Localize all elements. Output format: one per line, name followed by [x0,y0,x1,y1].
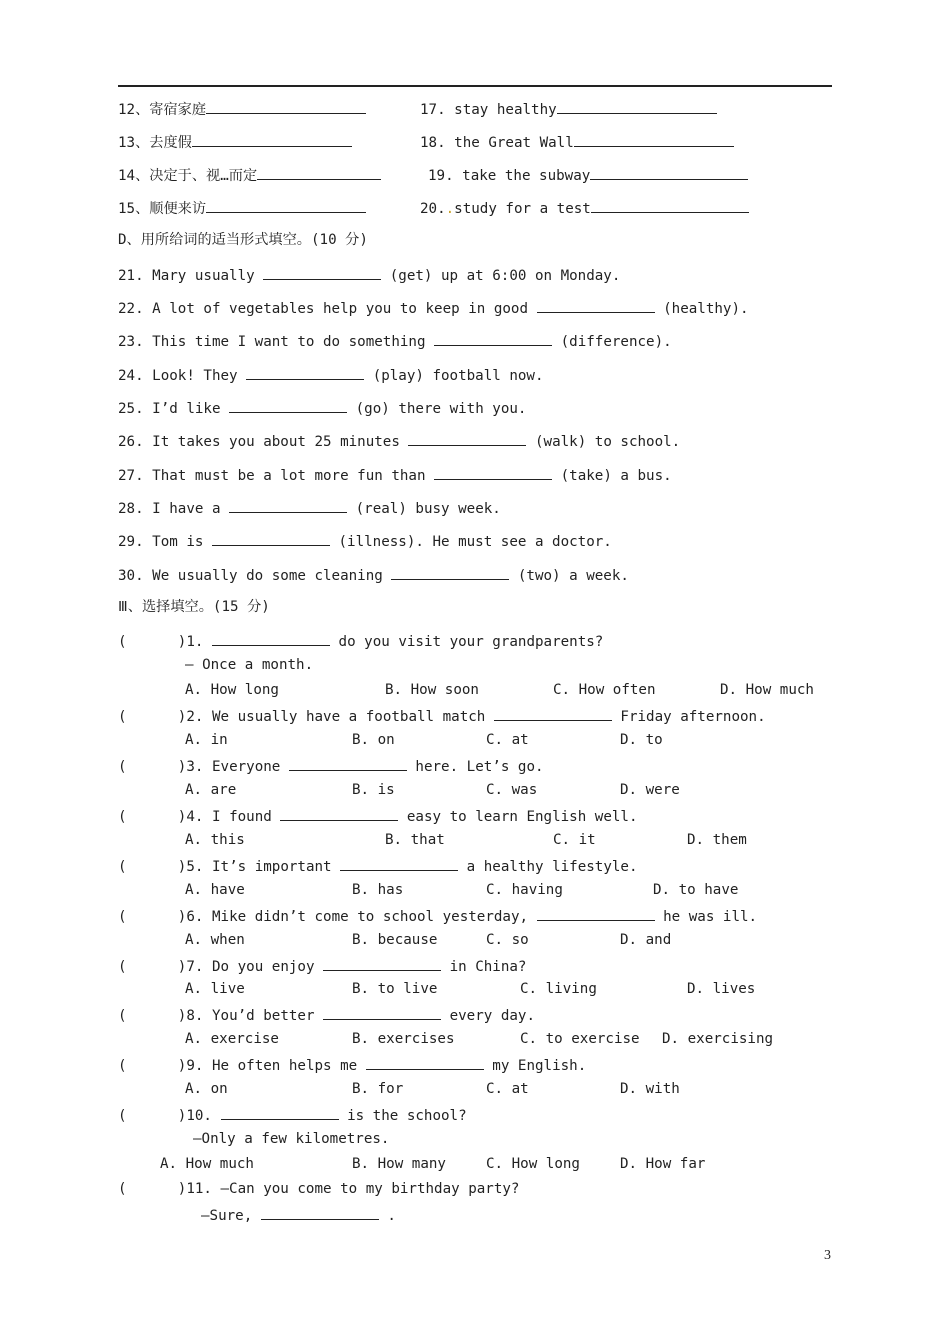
answer-blank[interactable] [391,565,509,580]
question-25: 25. I’d like (go) there with you. [118,398,526,418]
vocab-item-17: 17. stay healthy [420,99,717,119]
option-b[interactable]: B. is [352,782,395,798]
mc-question-11: ( )11. —Can you come to my birthday party? [118,1181,520,1197]
mc-question-3: ( )3. Everyone here. Let’s go. [118,756,544,776]
answer-blank[interactable] [206,198,366,213]
option-d[interactable]: D. exercising [662,1031,774,1047]
answer-blank[interactable] [537,298,655,313]
question-29: 29. Tom is (illness). He must see a doctor. [118,531,612,551]
vocab-item-14: 14、决定于、视…而定 [118,165,381,185]
answer-blank[interactable] [212,631,330,646]
option-c[interactable]: C. How long [486,1156,580,1172]
option-b[interactable]: B. because [352,932,438,948]
option-b[interactable]: B. has [352,882,404,898]
option-b[interactable]: B. exercises [352,1031,455,1047]
vocab-item-12: 12、寄宿家庭 [118,99,366,119]
option-c[interactable]: C. at [486,732,529,748]
question-27: 27. That must be a lot more fun than (take) a bus. [118,465,672,485]
answer-blank[interactable] [323,1005,441,1020]
mc-question-1: ( )1. do you visit your grandparents? [118,631,603,651]
option-d[interactable]: D. lives [687,981,756,997]
mc-question-5: ( )5. It’s important a healthy lifestyle. [118,856,638,876]
option-d[interactable]: D. with [620,1081,680,1097]
mc-question-7: ( )7. Do you enjoy in China? [118,956,526,976]
header-rule [118,85,832,87]
mc-reply: — Once a month. [185,657,314,673]
option-d[interactable]: D. to have [653,882,739,898]
option-c[interactable]: C. was [486,782,538,798]
answer-blank[interactable] [494,706,612,721]
answer-blank[interactable] [212,531,330,546]
option-b[interactable]: B. How soon [385,682,479,698]
mc-question-9: ( )9. He often helps me my English. [118,1055,586,1075]
option-b[interactable]: B. on [352,732,395,748]
answer-blank[interactable] [323,956,441,971]
option-d[interactable]: D. How far [620,1156,706,1172]
option-c[interactable]: C. to exercise [520,1031,640,1047]
answer-blank[interactable] [366,1055,484,1070]
option-a[interactable]: A. in [185,732,228,748]
mc-question-10: ( )10. is the school? [118,1105,467,1125]
mc-question-2: ( )2. We usually have a football match Friday afternoon. [118,706,766,726]
answer-blank[interactable] [590,165,748,180]
option-d[interactable]: D. were [620,782,680,798]
answer-blank[interactable] [537,906,655,921]
answer-blank[interactable] [434,331,552,346]
question-22: 22. A lot of vegetables help you to keep in good (healthy). [118,298,749,318]
answer-blank[interactable] [206,99,366,114]
answer-blank[interactable] [557,99,717,114]
option-a[interactable]: A. exercise [185,1031,279,1047]
answer-blank[interactable] [261,1205,379,1220]
option-a[interactable]: A. are [185,782,237,798]
answer-blank[interactable] [289,756,407,771]
question-26: 26. It takes you about 25 minutes (walk) to school. [118,431,680,451]
mc-reply: —Sure, . [201,1205,396,1225]
option-d[interactable]: D. How much [720,682,814,698]
question-28: 28. I have a (real) busy week. [118,498,501,518]
answer-blank[interactable] [263,265,381,280]
question-21: 21. Mary usually (get) up at 6:00 on Monday. [118,265,620,285]
answer-blank[interactable] [229,398,347,413]
answer-blank[interactable] [221,1105,339,1120]
section-d-heading: D、用所给词的适当形式填空。(10 分) [118,232,368,248]
vocab-item-18: 18. the Great Wall [420,132,734,152]
option-a[interactable]: A. when [185,932,245,948]
answer-blank[interactable] [229,498,347,513]
option-d[interactable]: D. and [620,932,672,948]
answer-blank[interactable] [591,198,749,213]
option-a[interactable]: A. on [185,1081,228,1097]
question-30: 30. We usually do some cleaning (two) a week. [118,565,629,585]
vocab-item-19: 19. take the subway [428,165,748,185]
option-c[interactable]: C. having [486,882,563,898]
answer-blank[interactable] [246,365,364,380]
option-a[interactable]: A. live [185,981,245,997]
option-c[interactable]: C. living [520,981,597,997]
option-c[interactable]: C. How often [553,682,656,698]
option-b[interactable]: B. How many [352,1156,446,1172]
vocab-item-20: 20..study for a test [420,198,749,218]
option-a[interactable]: A. have [185,882,245,898]
vocab-item-13: 13、去度假 [118,132,352,152]
mc-question-8: ( )8. You’d better every day. [118,1005,535,1025]
option-a[interactable]: A. How much [160,1156,254,1172]
answer-blank[interactable] [574,132,734,147]
option-b[interactable]: B. to live [352,981,438,997]
option-c[interactable]: C. so [486,932,529,948]
option-c[interactable]: C. it [553,832,596,848]
vocab-item-15: 15、顺便来访 [118,198,366,218]
page-number: 3 [824,1248,831,1263]
answer-blank[interactable] [340,856,458,871]
option-a[interactable]: A. this [185,832,245,848]
option-b[interactable]: B. for [352,1081,404,1097]
mc-question-4: ( )4. I found easy to learn English well. [118,806,638,826]
mc-question-6: ( )6. Mike didn’t come to school yesterday, he was ill. [118,906,757,926]
answer-blank[interactable] [434,465,552,480]
answer-blank[interactable] [192,132,352,147]
answer-blank[interactable] [408,431,526,446]
option-d[interactable]: D. to [620,732,663,748]
answer-blank[interactable] [257,165,381,180]
answer-blank[interactable] [280,806,398,821]
option-d[interactable]: D. them [687,832,747,848]
option-c[interactable]: C. at [486,1081,529,1097]
section-3-heading: Ⅲ、选择填空。(15 分) [118,599,270,615]
mc-reply: —Only a few kilometres. [193,1131,390,1147]
question-24: 24. Look! They (play) football now. [118,365,544,385]
option-a[interactable]: A. How long [185,682,279,698]
question-23: 23. This time I want to do something (difference). [118,331,672,351]
option-b[interactable]: B. that [385,832,445,848]
